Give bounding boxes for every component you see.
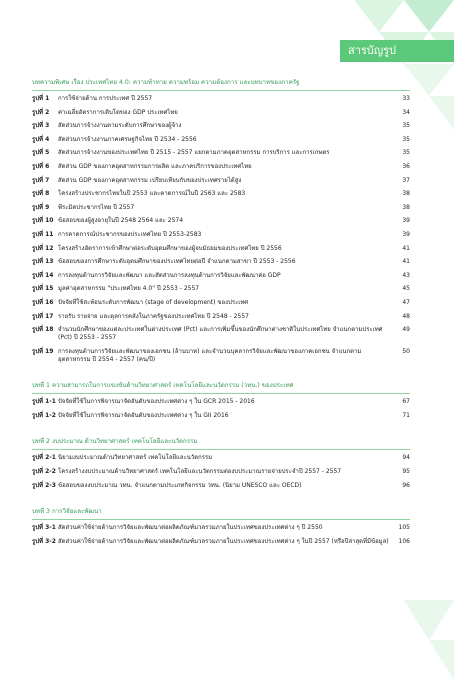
figure-caption: ข้อสอบของผู้สูงอายุในปี 2548 2564 และ 2574 xyxy=(58,217,184,225)
figure-number: รูปที่ 1-1 xyxy=(32,398,56,406)
figure-entry[interactable] xyxy=(32,163,410,171)
figure-caption: มูลค่าอุตสาหกรรม "ประเทศไทย 4.0" ปี 2553 - 2557 xyxy=(58,285,200,293)
page-title: สารบัญรูป xyxy=(340,40,454,62)
figure-entry[interactable] xyxy=(32,177,410,185)
figure-caption: จำนวนนักศึกษาของแต่ละประเทศในต่างประเทศ (Pct) และการเพิ่มขึ้นของนักศึกษาต่างชาติในประเทศไทย จำแนกตามประเทศ (Pct) ปี 2553 - 2557 xyxy=(58,326,383,342)
figure-entry[interactable] xyxy=(32,95,410,103)
figure-number: รูปที่ 9 xyxy=(32,203,50,211)
figure-number: รูปที่ 4 xyxy=(32,135,50,143)
figure-entry[interactable] xyxy=(32,313,410,321)
figure-caption: สัดส่วนค่าใช้จ่ายด้านการวิจัยและพัฒนาต่อผลิตภัณฑ์มวลรวมภายในประเทศของประเทศต่าง ๆ ปี 2550 xyxy=(58,524,323,532)
figure-caption: รายรับ รายจ่าย และดุลการคลังในภาครัฐของประเทศไทย ปี 2548 - 2557 xyxy=(58,312,249,320)
section-chapter-3 xyxy=(32,505,410,546)
figure-caption: สัดส่วนการจ้างงานของประเทศไทย ปี 2515 - 2557 แยกตามภาคอุตสาหกรรม การบริการ และการเกษตร xyxy=(58,149,330,157)
section-heading: บทที่ 3 การวิจัยและพัฒนา xyxy=(32,505,410,520)
page-number: 45 xyxy=(402,285,410,293)
figure-caption: ปัจจัยที่ใช้ในการพิจารณาจัดอันดับของประเทศต่าง ๆ ใน GCR 2015 - 2016 xyxy=(58,398,255,406)
figure-caption: สัดส่วน GDP ของภาคอุตสาหกรรม เปรียบเทียบกับของประเทศรายได้สูง xyxy=(58,176,242,184)
page-number: 96 xyxy=(402,481,410,489)
page-number: 67 xyxy=(402,398,410,406)
page-number: 49 xyxy=(402,326,410,334)
page-number: 33 xyxy=(402,95,410,102)
page-number: 38 xyxy=(402,190,410,198)
page-number: 105 xyxy=(398,524,410,532)
section-heading: บทที่ 1 ความสามารถในการแข่งขันด้านวิทยาศาสตร์ เทคโนโลยีและนวัตกรรม (วทน.) ของประเทศ xyxy=(32,379,410,394)
section-chapter-2 xyxy=(32,435,410,489)
figure-number: รูปที่ 14 xyxy=(32,271,54,279)
figure-entry[interactable] xyxy=(32,538,410,546)
figure-number: รูปที่ 12 xyxy=(32,244,54,252)
figure-entry[interactable] xyxy=(32,245,410,253)
figure-caption: นิยามงบประมาณด้านวิทยาศาสตร์ เทคโนโลยีและนวัตกรรม xyxy=(58,454,213,462)
figure-entry[interactable] xyxy=(32,204,410,212)
figure-number: รูปที่ 10 xyxy=(32,217,54,225)
figure-number: รูปที่ 3-1 xyxy=(32,524,56,532)
figure-number: รูปที่ 7 xyxy=(32,176,50,184)
page-number: 35 xyxy=(402,149,410,157)
figure-caption: โครงสร้างประชากรไทยในปี 2553 และคาดการณ์ในปี 2563 และ 2583 xyxy=(58,190,246,198)
figure-entry[interactable] xyxy=(32,412,410,420)
figure-number: รูปที่ 13 xyxy=(32,258,54,266)
figure-number: รูปที่ 17 xyxy=(32,312,54,320)
figure-caption: สัดส่วนการจ้างงานภาคเศรษฐกิจไทย ปี 2534 - 2556 xyxy=(58,135,197,143)
figure-entry[interactable] xyxy=(32,299,410,307)
figure-number: รูปที่ 2-2 xyxy=(32,468,56,476)
figure-number: รูปที่ 11 xyxy=(32,230,54,238)
page-number: 71 xyxy=(402,411,410,419)
figure-entry[interactable] xyxy=(32,190,410,198)
page-number: 38 xyxy=(402,203,410,211)
page-number: 41 xyxy=(402,244,410,252)
page-number: 50 xyxy=(402,347,410,355)
figure-caption: ค่าเฉลี่ยอัตราการเติบโตของ GDP ประเทศไทย xyxy=(58,108,178,116)
figure-number: รูปที่ 3-2 xyxy=(32,537,56,545)
figure-entry[interactable] xyxy=(32,136,410,144)
figure-caption: ปัจจัยที่ใช้สะท้อนระดับการพัฒนา (stage of development) ของประเทศ xyxy=(58,298,249,306)
figure-caption: ข้อสอบของงบประมาณ วทน. จำแนกตามประเภทกิจกรรม วทน. (นิยาม UNESCO และ OECD) xyxy=(58,481,302,489)
figure-number: รูปที่ 16 xyxy=(32,298,54,306)
figure-caption: การคาดการณ์ประชากรของประเทศไทย ปี 2553-2583 xyxy=(58,230,202,238)
page-number: 47 xyxy=(402,298,410,306)
figure-caption: การลงทุนด้านการวิจัยและพัฒนาของเอกชน (ล้านบาท) และจำนวนบุคลากรวิจัยและพัฒนาของภาคเอกชน จำแนกตามอุตสาหกรรม ปี 2554 - 2557 (คน/ปี) xyxy=(58,347,362,363)
figure-entry[interactable] xyxy=(32,468,410,476)
figure-caption: โครงสร้างงบประมาณด้านวิทยาศาสตร์ เทคโนโลยีและนวัตกรรมต่องบประมาณรายจ่ายประจำปี 2557 - 2557 xyxy=(58,468,342,476)
figure-number: รูปที่ 1-2 xyxy=(32,411,56,419)
page-number: 34 xyxy=(402,108,410,116)
figure-number: รูปที่ 5 xyxy=(32,149,50,157)
figure-entry[interactable] xyxy=(32,217,410,225)
figure-entry[interactable] xyxy=(32,524,410,532)
figure-entry[interactable] xyxy=(32,398,410,406)
section-heading: บทที่ 2 งบประมาณ ด้านวิทยาศาสตร์ เทคโนโลยีและนวัตกรรม xyxy=(32,435,410,450)
figure-caption: การลงทุนด้านการวิจัยและพัฒนา และสัดส่วนการลงทุนด้านการวิจัยและพัฒนาต่อ GDP xyxy=(58,271,281,279)
figure-number: รูปที่ 15 xyxy=(32,285,54,293)
figure-entry[interactable] xyxy=(32,482,410,490)
figure-entry[interactable] xyxy=(32,348,410,364)
page-number: 106 xyxy=(398,537,410,545)
figure-caption: สัดส่วนค่าใช้จ่ายด้านการวิจัยและพัฒนาต่อผลิตภัณฑ์มวลรวมภายในประเทศของประเทศต่าง ๆ ในปี 2557 (หรือปีล่าสุดที่มีข้อมูล) xyxy=(58,537,389,545)
page-number: 41 xyxy=(402,258,410,266)
figure-number: รูปที่ 6 xyxy=(32,162,50,170)
page-number: 35 xyxy=(402,122,410,130)
page-number: 43 xyxy=(402,271,410,279)
figure-entry[interactable] xyxy=(32,258,410,266)
figure-entry[interactable] xyxy=(32,326,410,342)
figure-entry[interactable] xyxy=(32,122,410,130)
section-heading: บทความพิเศษ เรื่อง ประเทศไทย 4.0: ความท้าทาย ความพร้อม ความต้องการ และบทบาทของภาครัฐ xyxy=(32,76,410,91)
figure-caption: โครงสร้างอัตราการเข้าศึกษาต่อระดับอุดมศึกษาของผู้จบมัธยมของประเทศไทย ปี 2556 xyxy=(58,244,282,252)
page-number: 94 xyxy=(402,454,410,462)
page-number: 37 xyxy=(402,176,410,184)
figure-caption: สัดส่วน GDP ของภาคอุตสาหกรรมการผลิต และภาคบริการของประเทศไทย xyxy=(58,162,252,170)
page-number: 35 xyxy=(402,135,410,143)
figure-entry[interactable] xyxy=(32,285,410,293)
page-number: 95 xyxy=(402,468,410,476)
figure-number: รูปที่ 8 xyxy=(32,190,50,198)
figure-caption: การใช้จ่ายด้าน การประเทศ ปี 2557 xyxy=(58,95,153,102)
page-number: 39 xyxy=(402,230,410,238)
figure-entry[interactable] xyxy=(32,454,410,462)
section-special-article xyxy=(32,76,410,364)
figure-entry[interactable] xyxy=(32,109,410,117)
figure-entry[interactable] xyxy=(32,272,410,280)
figure-number: รูปที่ 2 xyxy=(32,108,50,116)
figure-entry[interactable] xyxy=(32,149,410,157)
figure-number: รูปที่ 2-1 xyxy=(32,454,56,462)
figure-caption: ข้อสอบของการศึกษาระดับอุดมศึกษาของประเทศไทยต่อปี จำแนกตามสาขา ปี 2553 - 2556 xyxy=(58,258,296,266)
page-number: 48 xyxy=(402,312,410,320)
figure-index xyxy=(32,76,410,551)
page-number: 39 xyxy=(402,217,410,225)
figure-number: รูปที่ 1 xyxy=(32,95,50,102)
page-number: 36 xyxy=(402,162,410,170)
figure-caption: ปัจจัยที่ใช้ในการพิจารณาจัดอันดับของประเทศต่าง ๆ ใน GII 2016 xyxy=(58,411,229,419)
figure-number: รูปที่ 18 xyxy=(32,326,54,334)
section-chapter-1 xyxy=(32,379,410,420)
figure-number: รูปที่ 19 xyxy=(32,347,54,355)
figure-number: รูปที่ 2-3 xyxy=(32,481,56,489)
figure-caption: พีระมิดประชากรไทย ปี 2557 xyxy=(58,203,135,211)
figure-entry[interactable] xyxy=(32,231,410,239)
figure-caption: สัดส่วนการจ้างงานตามระดับการศึกษาของผู้จ้าง xyxy=(58,122,182,130)
figure-number: รูปที่ 3 xyxy=(32,122,50,130)
